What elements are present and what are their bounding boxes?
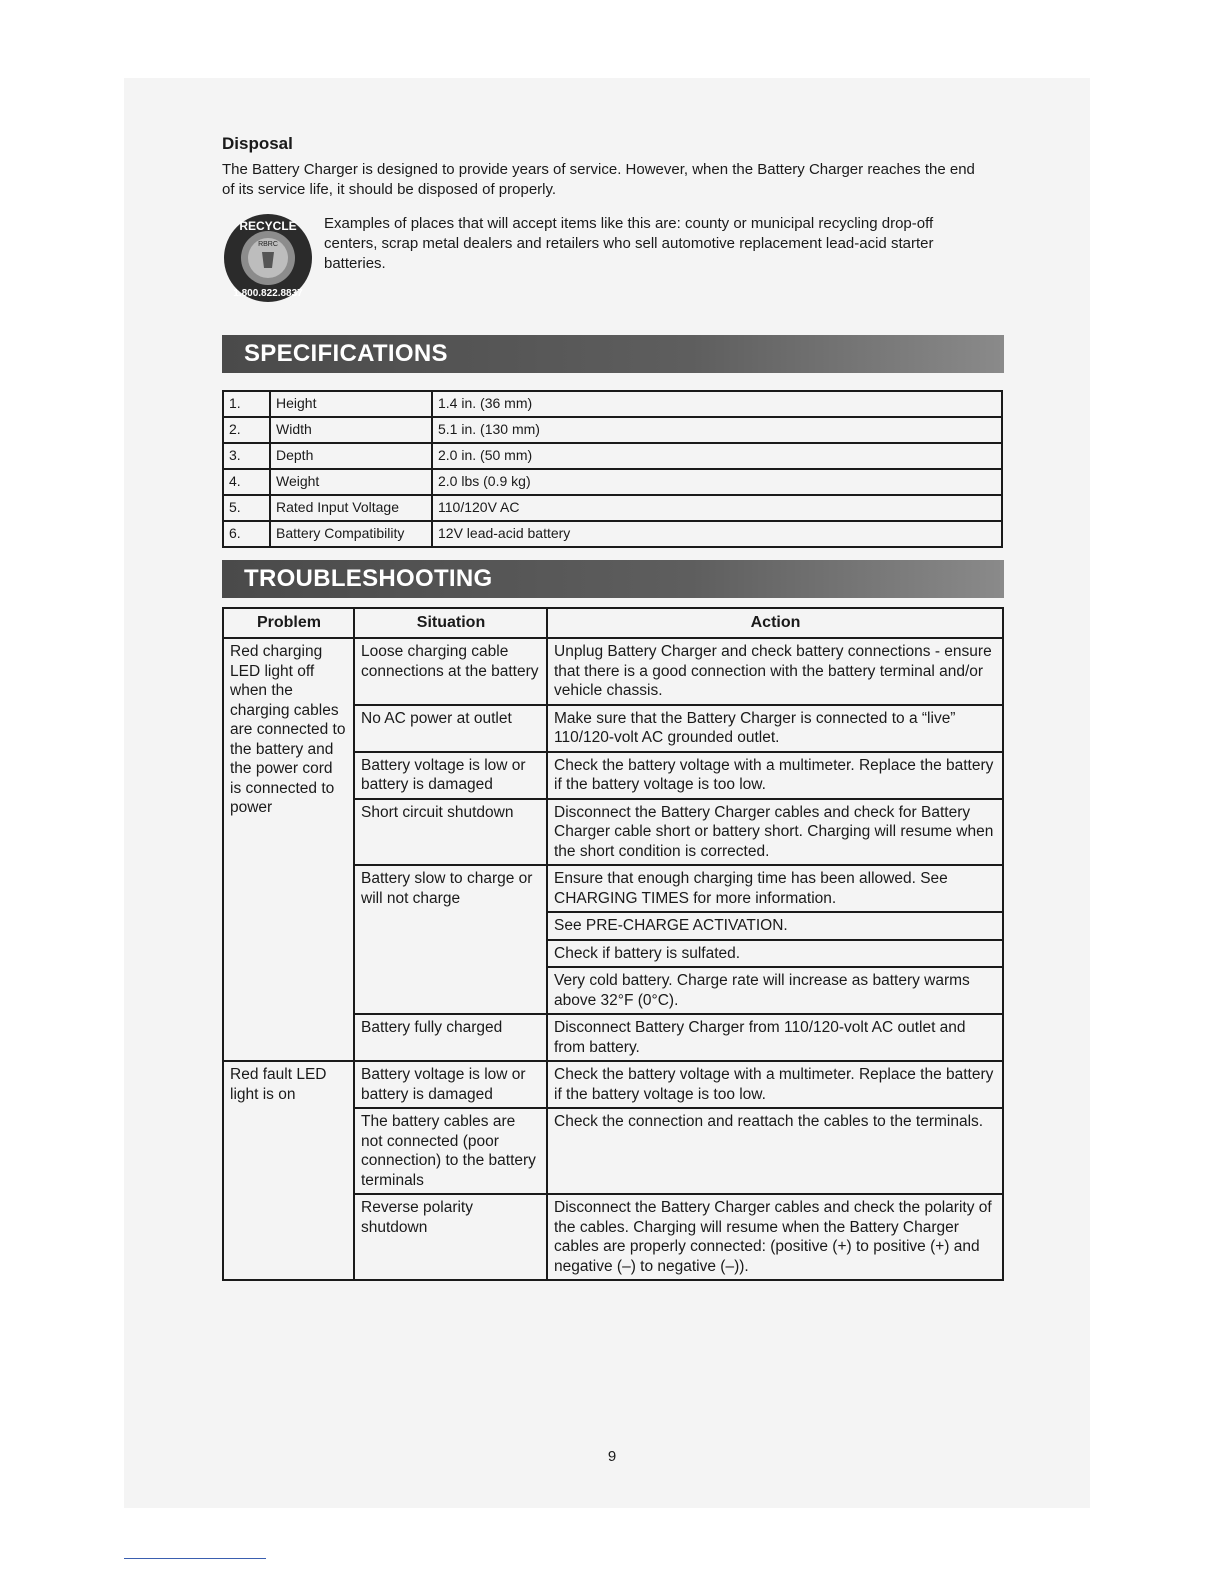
specifications-table	[222, 390, 1003, 548]
spec-value: 2.0 in. (50 mm)	[432, 443, 1002, 469]
spec-value: 1.4 in. (36 mm)	[432, 391, 1002, 417]
disposal-heading: Disposal	[222, 134, 293, 153]
action-cell: Unplug Battery Charger and check battery connections - ensure that there is a good connection with the battery terminal and/or vehicle chassis.	[547, 638, 1003, 705]
situation-cell: Battery slow to charge or will not charge	[354, 865, 547, 1014]
spec-row	[223, 469, 1002, 495]
header-situation: Situation	[354, 608, 547, 638]
spec-number: 6.	[223, 521, 270, 547]
action-cell: Very cold battery. Charge rate will increase as battery warms above 32°F (0°C).	[547, 967, 1003, 1014]
situation-cell: Short circuit shutdown	[354, 799, 547, 866]
disposal-paragraph: The Battery Charger is designed to provide years of service. However, when the Battery Charger reaches the end of its service life, it should be disposed of properly.	[222, 161, 975, 198]
recycle-logo-icon	[222, 212, 314, 304]
spec-number: 5.	[223, 495, 270, 521]
problem-cell: Red fault LED light is on	[223, 1061, 354, 1280]
footer-rule	[124, 1558, 266, 1559]
spec-label: Weight	[270, 469, 432, 495]
page-number: 9	[607, 1448, 617, 1465]
table-header-row	[223, 608, 1003, 638]
logo-rbrc-text: RBRC	[258, 241, 278, 248]
spec-label: Battery Compatibility	[270, 521, 432, 547]
spec-value: 110/120V AC	[432, 495, 1002, 521]
logo-recycle-text: RECYCLE	[239, 219, 297, 233]
situation-cell: Battery voltage is low or battery is damaged	[354, 1061, 547, 1108]
spec-value: 12V lead-acid battery	[432, 521, 1002, 547]
troubleshooting-heading: TROUBLESHOOTING	[222, 560, 1004, 598]
header-action: Action	[547, 608, 1003, 638]
situation-cell: No AC power at outlet	[354, 705, 547, 752]
situation-cell: Loose charging cable connections at the battery	[354, 638, 547, 705]
spec-row	[223, 443, 1002, 469]
header-problem: Problem	[223, 608, 354, 638]
spec-label: Rated Input Voltage	[270, 495, 432, 521]
spec-number: 4.	[223, 469, 270, 495]
spec-value: 5.1 in. (130 mm)	[432, 417, 1002, 443]
action-cell: Check the connection and reattach the cables to the terminals.	[547, 1108, 1003, 1194]
situation-cell: Reverse polarity shutdown	[354, 1194, 547, 1280]
action-cell: Disconnect the Battery Charger cables and check for Battery Charger cable short or battery short. Charging will resume when the short condition is corrected.	[547, 799, 1003, 866]
specifications-heading: SPECIFICATIONS	[222, 335, 1004, 373]
action-cell: Check the battery voltage with a multimeter. Replace the battery if the battery voltage is too low.	[547, 752, 1003, 799]
spec-number: 2.	[223, 417, 270, 443]
action-cell: Check if battery is sulfated.	[547, 940, 1003, 968]
logo-phone-text: 1.800.822.8837	[233, 288, 303, 299]
spec-value: 2.0 lbs (0.9 kg)	[432, 469, 1002, 495]
action-cell: Disconnect Battery Charger from 110/120-volt AC outlet and from battery.	[547, 1014, 1003, 1061]
situation-cell: The battery cables are not connected (poor connection) to the battery terminals	[354, 1108, 547, 1194]
action-cell: Make sure that the Battery Charger is connected to a “live” 110/120-volt AC grounded outlet.	[547, 705, 1003, 752]
spec-row	[223, 521, 1002, 547]
action-cell: See PRE-CHARGE ACTIVATION.	[547, 912, 1003, 940]
spec-row	[223, 417, 1002, 443]
action-cell: Disconnect the Battery Charger cables and check the polarity of the cables. Charging will resume when the Battery Charger cables are properly connected: (positive (+) to positive (+) and negative (–) to negative (–)).	[547, 1194, 1003, 1280]
action-cell: Check the battery voltage with a multimeter. Replace the battery if the battery voltage is too low.	[547, 1061, 1003, 1108]
table-row	[223, 638, 1003, 705]
situation-cell: Battery fully charged	[354, 1014, 547, 1061]
action-cell: Ensure that enough charging time has been allowed. See CHARGING TIMES for more information.	[547, 865, 1003, 912]
spec-number: 1.	[223, 391, 270, 417]
spec-row	[223, 495, 1002, 521]
recycle-places-paragraph: Examples of places that will accept items like this are: county or municipal recycling drop-off centers, scrap metal dealers and retailers who sell automotive replacement lead-acid starter batteries.	[324, 215, 934, 272]
spec-label: Height	[270, 391, 432, 417]
spec-label: Width	[270, 417, 432, 443]
spec-row	[223, 391, 1002, 417]
problem-cell: Red charging LED light off when the charging cables are connected to the battery and the power cord is connected to power	[223, 638, 354, 1061]
table-row	[223, 1061, 1003, 1108]
spec-number: 3.	[223, 443, 270, 469]
situation-cell: Battery voltage is low or battery is damaged	[354, 752, 547, 799]
troubleshooting-table	[222, 607, 1004, 1281]
spec-label: Depth	[270, 443, 432, 469]
